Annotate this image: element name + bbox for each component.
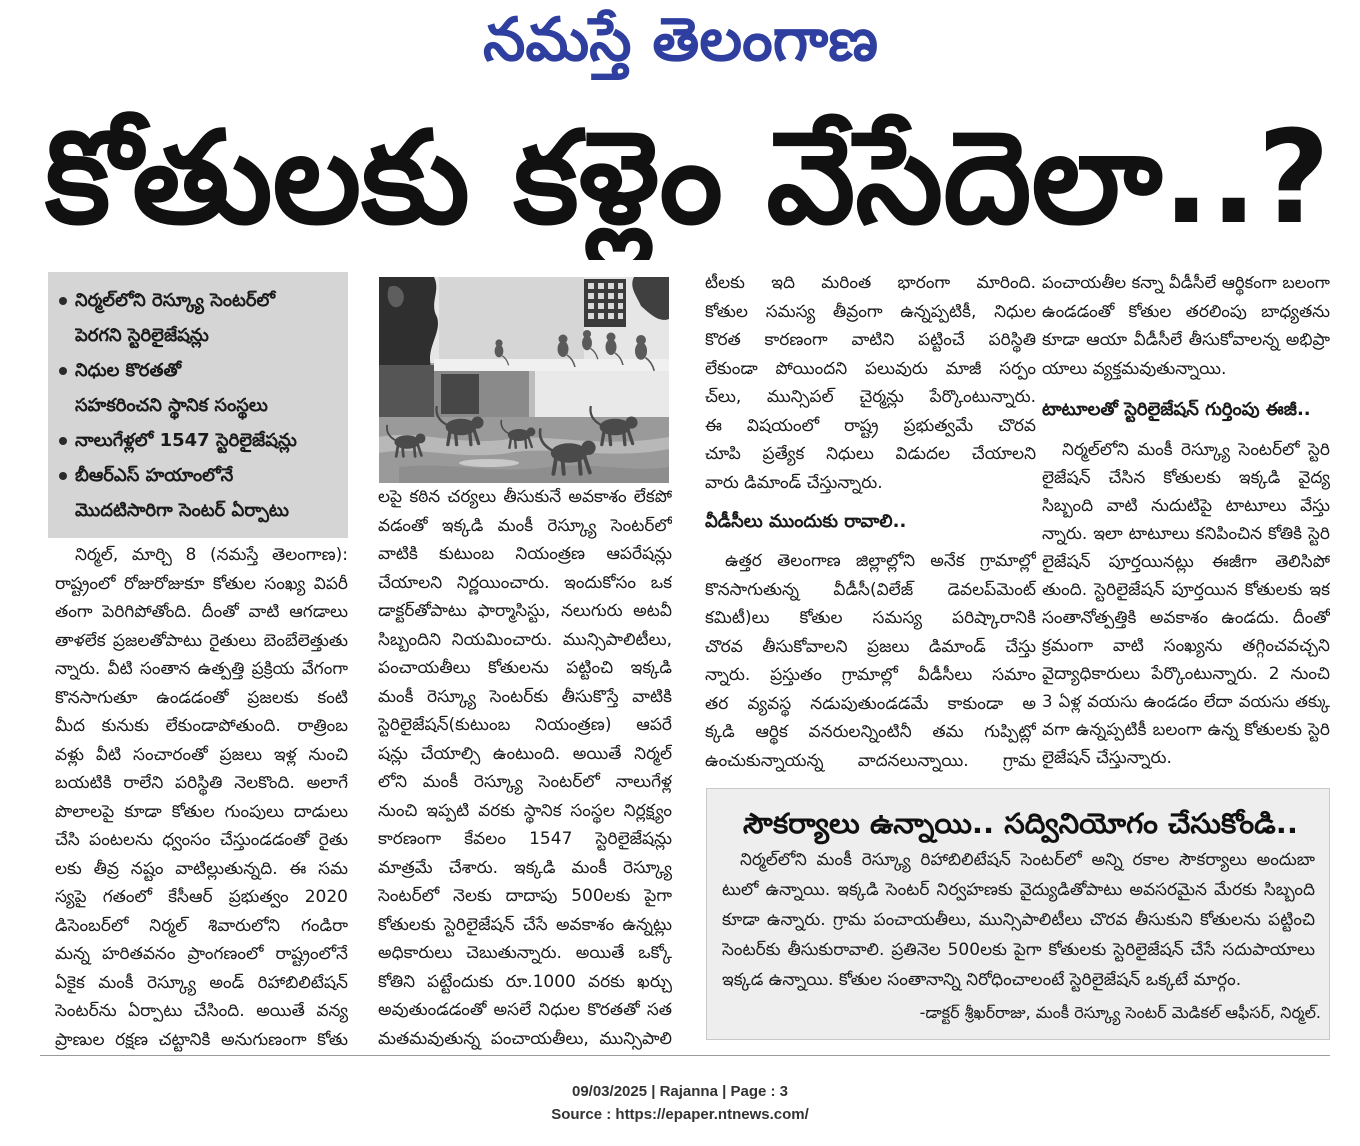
highlight-line: బీఆర్ఎస్ హయాంలోనే (75, 465, 234, 486)
article-line: న్నారు. ఇలా టాటూలు కనిపించిన కోతికి స్టెరి (1042, 524, 1330, 544)
bullet-icon (59, 437, 67, 445)
article-paragraph (705, 269, 1036, 497)
article-column-4 (1042, 269, 1330, 772)
article-paragraph (55, 541, 348, 1054)
highlight-line: నిధుల కొరతతో (75, 360, 182, 381)
highlight-line: నాలుగేళ్లలో 1547 స్టెరిలైజేషన్లు (75, 430, 297, 451)
article-line: డాక్టర్‌తోపాటు ఫార్మాసిస్టు, నలుగురు అటవీ (378, 601, 672, 621)
bullet-icon (59, 367, 67, 375)
article-line: కోతులకు స్టెరిలైజేషన్ చేసే అవకాశం ఉన్నట్లు (378, 914, 672, 935)
article-line: కొరత కారణంగా వాటిని పట్టించే పరిస్థితి (705, 330, 1036, 350)
article-line: ఉండడంతో కోతుల తరలింపు బాధ్యతను (1042, 301, 1330, 322)
quote-line: టులో ఉన్నాయి. ఇక్కడి సెంటర్ నిర్వహణకు వైద్యుడితోపాటు అవసరమైన మేరకు సిబ్బంది (722, 880, 1315, 900)
article-line: పంచాయతీల కన్నా వీడీసీలే ఆర్థికంగా బలంగా (1042, 273, 1330, 292)
article-line: రాష్ట్రంలో రోజురోజుకూ కోతుల సంఖ్య విపరీ (55, 573, 348, 594)
quote-paragraph (722, 845, 1315, 995)
highlights-box (48, 272, 348, 538)
bullet-icon (59, 297, 67, 305)
footer-divider (40, 1055, 1330, 1056)
article-line: సిబ్బంది వాటి నుదుటిపై టాటూలు వేస్తు (1042, 496, 1330, 516)
article-line: ఉంచుకున్నాయన్న వాదనలున్నాయి. గ్రామ (705, 750, 1036, 771)
article-line: చేసి పంటలను ధ్వంసం చేస్తుండడంతో రైతు (55, 830, 348, 850)
article-line: కోతుల సమస్య తీవ్రంగా ఉన్నప్పటికీ, నిధుల (705, 301, 1036, 322)
article-line: క్కడి ఆర్థిక వనరులన్నింటినీ తమ గుప్పిట్లో (705, 722, 1036, 742)
article-line: సెంటర్‌లో నెలకు దాదాపు 500లకు పైగా (378, 886, 672, 906)
article-line: 3 ఏళ్ల వయసు ఉండడం లేదా వయసు తక్కు (1042, 692, 1330, 711)
article-line: వళ్లు వీటి సంచారంతో ప్రజలు ఇళ్ల నుంచి (55, 744, 348, 765)
headline-text: కోతులకు కళ్లెం వేసేదెలా..? (45, 104, 1360, 253)
masthead-logo (0, 0, 1360, 82)
highlight-item (48, 283, 348, 353)
highlight-line: మొదటిసారిగా సెంటర్ ఏర్పాటు (75, 500, 290, 521)
article-line: తాళలేక ప్రజలతోపాటు రైతులు బెంబేలెత్తుతు (55, 630, 348, 651)
highlight-line: నిర్మల్‌లోని రెస్క్యూ సెంటర్‌లో (75, 290, 276, 311)
article-line: లపై కఠిన చర్యలు తీసుకునే అవకాశం లేకపో (378, 487, 672, 507)
article-line: లైజేషన్ పూర్తయినట్లు ఈజీగా తెలిసిపో (1042, 552, 1330, 572)
article-line: ప్రాణుల రక్షణ చట్టానికి అనుగుణంగా కోతు (55, 1029, 348, 1050)
article-paragraph (1042, 269, 1330, 383)
article-line: చేయాలని నిర్ణయించారు. ఇందుకోసం ఒక (378, 572, 672, 593)
quote-line: నిర్మల్‌లోని మంకీ రెస్క్యూ రిహాబిలిటేషన్ సెంటర్‌లో అన్ని రకాల సౌకర్యాలు అందుబా (740, 850, 1315, 870)
article-line: నుంచి ఇప్పటి వరకు స్థానిక సంస్థల నిర్లక్ష్యం (378, 800, 672, 821)
article-line: చొరవ తీసుకోవాలని ప్రజలు డిమాండ్ చేస్తు (705, 636, 1036, 657)
monkeys-photo (379, 277, 669, 483)
masthead-text: నమస్తే తెలంగాణ (483, 5, 877, 75)
article-line: మంకీ రెస్క్యూ సెంటర్‌కు తీసుకొస్తే వాటికి (378, 686, 672, 707)
footer-edition: 09/03/2025 | Rajanna | Page : 3 (571, 1083, 788, 1100)
article-line: చ్‌లు, మున్సిపల్ చైర్మన్లు పేర్కొంటున్నారు. (705, 387, 1036, 407)
highlight-line: పెరగని స్టెరిలైజేషన్లు (75, 325, 209, 346)
article-line: సెంటర్‌ను ఏర్పాటు చేసింది. అయితే వన్య (55, 1001, 348, 1021)
article-line: సంతానోత్పత్తికి అవకాశం ఉండదు. దీంతో (1042, 608, 1330, 628)
article-line: లకు తీవ్ర నష్టం వాటిల్లుతున్నది. ఈ సమ (55, 858, 348, 879)
article-line: తంగా పెరిగిపోతోంది. దీంతో వాటి ఆగడాలు (55, 602, 348, 622)
article-line: వారు డిమాండ్ చేస్తున్నారు. (705, 472, 883, 493)
article-line: లైజేషన్ చేస్తున్నారు. (1042, 748, 1172, 768)
article-line: సిబ్బందిని నియమించారు. మున్సిపాలిటీలు, (378, 629, 672, 650)
article-line: కొనసాగుతున్న వీడీసీ(విలేజ్ డెవలప్‌మెంట్ (705, 579, 1036, 600)
article-line: కూడా ఆయా వీడీసీలే తీసుకోవాలన్న అభిప్రా (1042, 330, 1330, 350)
quote-line: సెంటర్‌కు తీసుకురావాలి. ప్రతినెల 500లకు పైగా కోతులకు స్టెరిలైజేషన్ చేసే సదుపాయాలు (722, 940, 1315, 960)
highlight-line: సహకరించని స్థానిక సంస్థలు (75, 395, 268, 416)
article-line: మతమవుతున్న పంచాయతీలు, మున్సిపాలి (378, 1028, 672, 1049)
article-paragraph (705, 547, 1036, 775)
highlight-item (48, 458, 348, 528)
article-line: టీలకు ఇది మరింత భారంగా మారింది. (705, 273, 1036, 293)
article-line: లోని మంకీ రెస్క్యూ సెంటర్‌లో నాలుగేళ్ల (378, 772, 672, 792)
article-line: వాటికి కుటుంబ నియంత్రణ ఆపరేషన్లు (378, 544, 672, 564)
article-paragraph (1042, 436, 1330, 772)
article-line: తర వ్యవస్థ నడుపుతుండడమే కాకుండా అ (705, 693, 1036, 714)
footer-source: Source : https://epaper.ntnews.com/ (551, 1106, 809, 1123)
article-line: న్నారు. వీటి సంతాన ఉత్పత్తి ప్రక్రియ వేగంగా (55, 659, 348, 679)
quote-box-title (707, 789, 1329, 845)
quote-box (706, 788, 1330, 1040)
article-line: కమిటీ)లు కోతుల సమస్య పరిష్కారానికి (705, 608, 1036, 628)
monkeys-photo-image (379, 277, 669, 483)
section-subheading: టాటూలతో స్టెరిలైజేషన్ గుర్తింపు ఈజీ.. (1042, 399, 1311, 420)
article-line: పంచాయతీలు కోతులను పట్టించి ఇక్కడి (378, 658, 672, 678)
article-line: పొలాలపై కూడా కోతుల గుంపులు దాడులు (55, 801, 348, 822)
article-line: వగా ఉన్నప్పటికీ బలంగా ఉన్న కోతులకు స్టెరి (1042, 720, 1330, 740)
quote-title-text: సౌకర్యాలు ఉన్నాయి.. సద్వినియోగం చేసుకోండి.. (743, 807, 1275, 840)
quote-body (722, 845, 1315, 995)
article-line: కొనసాగుతూ ఉండడంతో ప్రజలకు కంటి (55, 687, 348, 708)
quote-line: కూడా ఉన్నారు. గ్రామ పంచాయతీలు, మున్సిపాలిటీలు చొరవ తీసుకుని కోతులను పట్టించి (722, 910, 1315, 930)
article-line: ఉత్తర తెలంగాణ జిల్లాల్లోని అనేక గ్రామాల్లో (725, 551, 1036, 571)
article-paragraph (378, 483, 672, 1053)
quote-line: ఇక్కడ ఉన్నాయి. కోతుల సంతానాన్ని నిరోధించాలంటే స్టెరిలైజేషన్ ఒక్కటే మార్గం. (722, 970, 1242, 990)
bullet-icon (59, 472, 67, 480)
article-line: నిర్మల్, మార్చి 8 (నమస్తే తెలంగాణ): (75, 545, 348, 565)
article-line: లేకుండా పోయిందని పలువురు మాజీ సర్పం (705, 358, 1036, 379)
article-line: మన్న హరితవనం ప్రాంగణంలో రాష్ట్రంలోనే (55, 944, 348, 964)
article-line: స్టెరిలైజేషన్(కుటుంబ నియంత్రణ) ఆపరే (378, 715, 672, 735)
highlight-item (48, 353, 348, 423)
article-line: అధికారులు చెబుతున్నారు. అయితే ఒక్కో (378, 943, 672, 963)
highlight-item (48, 423, 348, 458)
article-line: చూపి ప్రత్యేక నిధులు విడుదల చేయాలని (705, 444, 1036, 464)
article-column-1 (55, 541, 348, 1054)
article-line: మాత్రమే చేశారు. ఇక్కడి మంకీ రెస్క్యూ (378, 857, 672, 878)
article-line: డిసెంబర్‌లో నిర్మల్ శివారులోని గండిరా (55, 915, 348, 936)
article-line: నిర్మల్‌లోని మంకీ రెస్క్యూ సెంటర్‌లో స్టెరి (1062, 440, 1330, 460)
article-line: కోతిని పట్టేందుకు రూ.1000 వరకు ఖర్చు (378, 971, 672, 992)
article-column-2 (378, 483, 672, 1053)
article-line: ఈ విషయంలో రాష్ట్ర ప్రభుత్వమే చొరవ (705, 415, 1036, 436)
article-line: మీద కునుకు లేకుండాపోతుంది. రాత్రింబ (55, 716, 348, 736)
article-line: షన్లు చేయాల్సి ఉంటుంది. అయితే నిర్మల్ (378, 743, 672, 764)
article-line: న్నారు. ప్రస్తుతం గ్రామాల్లో వీడీసీలు సమాం (705, 665, 1036, 685)
article-line: వడంతో ఇక్కడి మంకీ రెస్క్యూ సెంటర్‌లో (378, 515, 672, 536)
article-line: క్రమంగా వాటి సంఖ్యను తగ్గించవచ్చని (1042, 636, 1330, 656)
article-column-3 (705, 269, 1036, 775)
article-line: లైజేషన్ చేసిన కోతులకు ఇక్కడి వైద్య (1042, 468, 1330, 488)
article-line: వైద్యాధికారులు పేర్కొంటున్నారు. 2 నుంచి (1042, 664, 1330, 684)
article-line: అవుతుండడంతో అసలే నిధుల కొరతతో సత (378, 1000, 672, 1020)
section-subheading: వీడీసీలు ముందుకు రావాలి.. (705, 511, 907, 532)
article-line: యాలు వ్యక్తమవుతున్నాయి. (1042, 358, 1227, 379)
article-line: స్యపై గతంలో కేసీఆర్ ప్రభుత్వం 2020 (55, 887, 348, 907)
quote-attribution: -డాక్టర్ శ్రీఖర్‌రాజు, మంకీ రెస్క్యూ సెంటర్ మెడికల్ ఆఫీసర్, నిర్మల్. (919, 1003, 1321, 1022)
article-line: బయటికి రాలేని పరిస్థితి నెలకొంది. అలాగే (55, 773, 348, 793)
article-line: కారణంగా కేవలం 1547 స్టెరిలైజేషన్లు (378, 829, 672, 849)
article-line: తుంది. స్టెరిలైజేషన్ పూర్తయిన కోతులకు ఇక (1042, 580, 1330, 600)
article-line: ఏకైక మంకీ రెస్క్యూ అండ్ రిహాబిలిటేషన్ (55, 972, 348, 993)
headline (0, 100, 1360, 260)
